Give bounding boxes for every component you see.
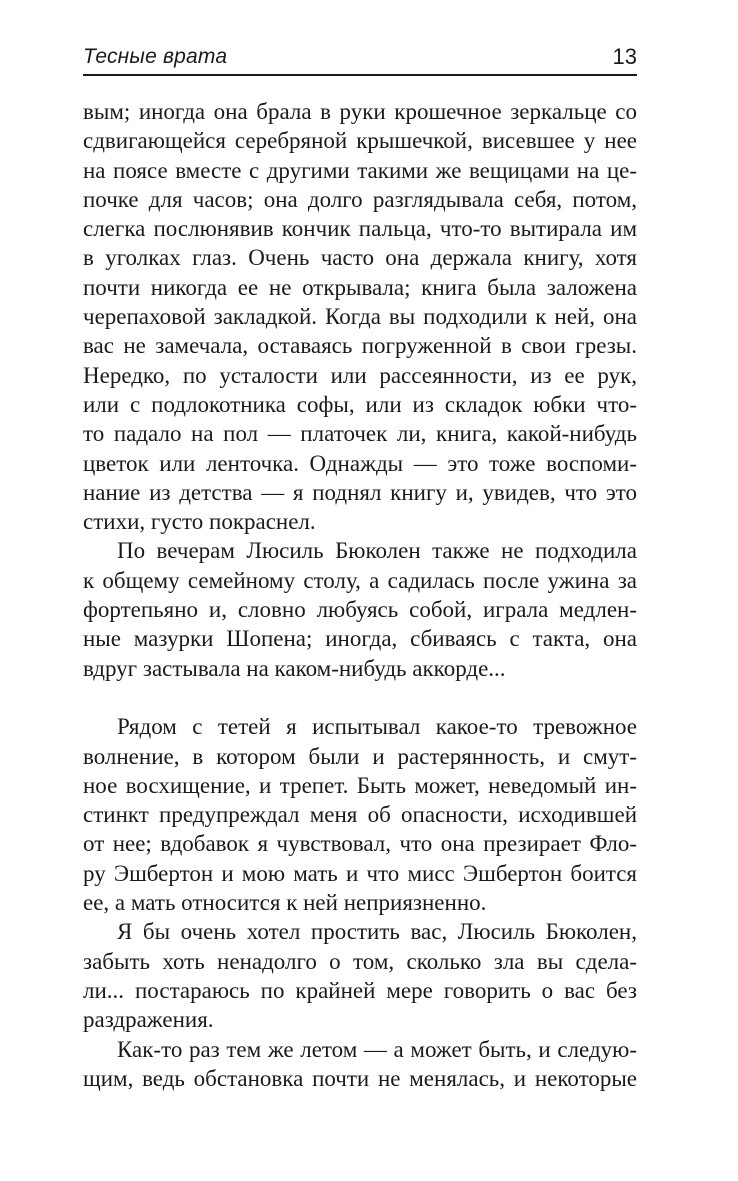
text-line: сдвигающейся серебряной крышечкой, висевшее у нее — [83, 128, 637, 154]
text-line: Нередко, по усталости или рассеянности, из ее рук, — [83, 362, 637, 388]
text-line: нание из детства — я поднял книгу и, увидев, что это — [83, 479, 637, 505]
text-line: вдруг застывала на каком-нибудь аккорде... — [83, 655, 506, 681]
body-text — [83, 97, 637, 1093]
paragraph — [83, 917, 637, 1034]
paragraph — [83, 97, 637, 536]
text-line: стинкт предупреждал меня об опасности, исходившей — [83, 802, 637, 828]
text-line: волнение, в котором были и растерянность, и смут- — [83, 743, 637, 769]
text-line: стихи, густо покраснел. — [83, 509, 316, 535]
paragraph — [83, 536, 637, 682]
running-title: Тесные врата — [83, 45, 228, 68]
text-line: ее, а мать относится к ней неприязненно. — [83, 890, 487, 916]
text-line: По вечерам Люсиль Бюколен также не подходила — [117, 538, 637, 564]
text-line: забыть хоть ненадолго о том, сколько зла вы сдела- — [83, 948, 637, 974]
text-line: от нее; вдобавок я чувствовал, что она презирает Фло- — [83, 831, 637, 857]
text-line: в уголках глаз. Очень часто она держала книгу, хотя — [83, 245, 637, 271]
paragraph — [83, 1035, 637, 1094]
text-line: вым; иногда она брала в руки крошечное зеркальце со — [83, 99, 637, 124]
text-line: на поясе вместе с другими такими же вещицами на це- — [83, 157, 637, 183]
text-line: ли... постараюсь по крайней мере говорить о вас без — [83, 977, 637, 1003]
text-line: к общему семейному столу, а садилась после ужина за — [83, 567, 637, 593]
text-line: щим, ведь обстановка почти не менялась, и некоторые — [83, 1065, 637, 1091]
text-line: ные мазурки Шопена; иногда, сбиваясь с такта, она — [83, 626, 637, 652]
text-line: ное восхищение, и трепет. Быть может, неведомый ин- — [83, 772, 637, 798]
text-line: слегка послюнявив кончик пальца, что-то вытирала им — [83, 216, 637, 242]
page-number: 13 — [612, 44, 637, 69]
text-line: Как-то раз тем же летом — а может быть, и следую- — [117, 1036, 637, 1062]
text-line: Рядом с тетей я испытывал какое-то тревожное — [117, 714, 637, 740]
text-line: вас не замечала, оставаясь погруженной в свои грезы. — [83, 333, 637, 359]
text-line: ру Эшбертон и мою мать и что мисс Эшбертон боится — [83, 860, 637, 886]
section-break — [83, 683, 637, 712]
paragraph — [83, 712, 637, 917]
text-line: цветок или ленточка. Однажды — это тоже воспоми- — [83, 450, 637, 476]
text-line: раздражения. — [83, 1007, 214, 1033]
text-line: почти никогда ее не открывала; книга была заложена — [83, 274, 637, 300]
text-line: черепаховой закладкой. Когда вы подходили к ней, она — [83, 304, 637, 330]
text-line: Я бы очень хотел простить вас, Люсиль Бюколен, — [117, 919, 637, 945]
running-header — [83, 44, 637, 76]
text-line: фортепьяно и, словно любуясь собой, играла медлен- — [83, 597, 637, 623]
text-line: почке для часов; она долго разглядывала себя, потом, — [83, 186, 637, 212]
text-line: то падало на пол — платочек ли, книга, какой-нибудь — [83, 421, 637, 447]
text-line: или с подлокотника софы, или из складок юбки что- — [83, 391, 637, 417]
